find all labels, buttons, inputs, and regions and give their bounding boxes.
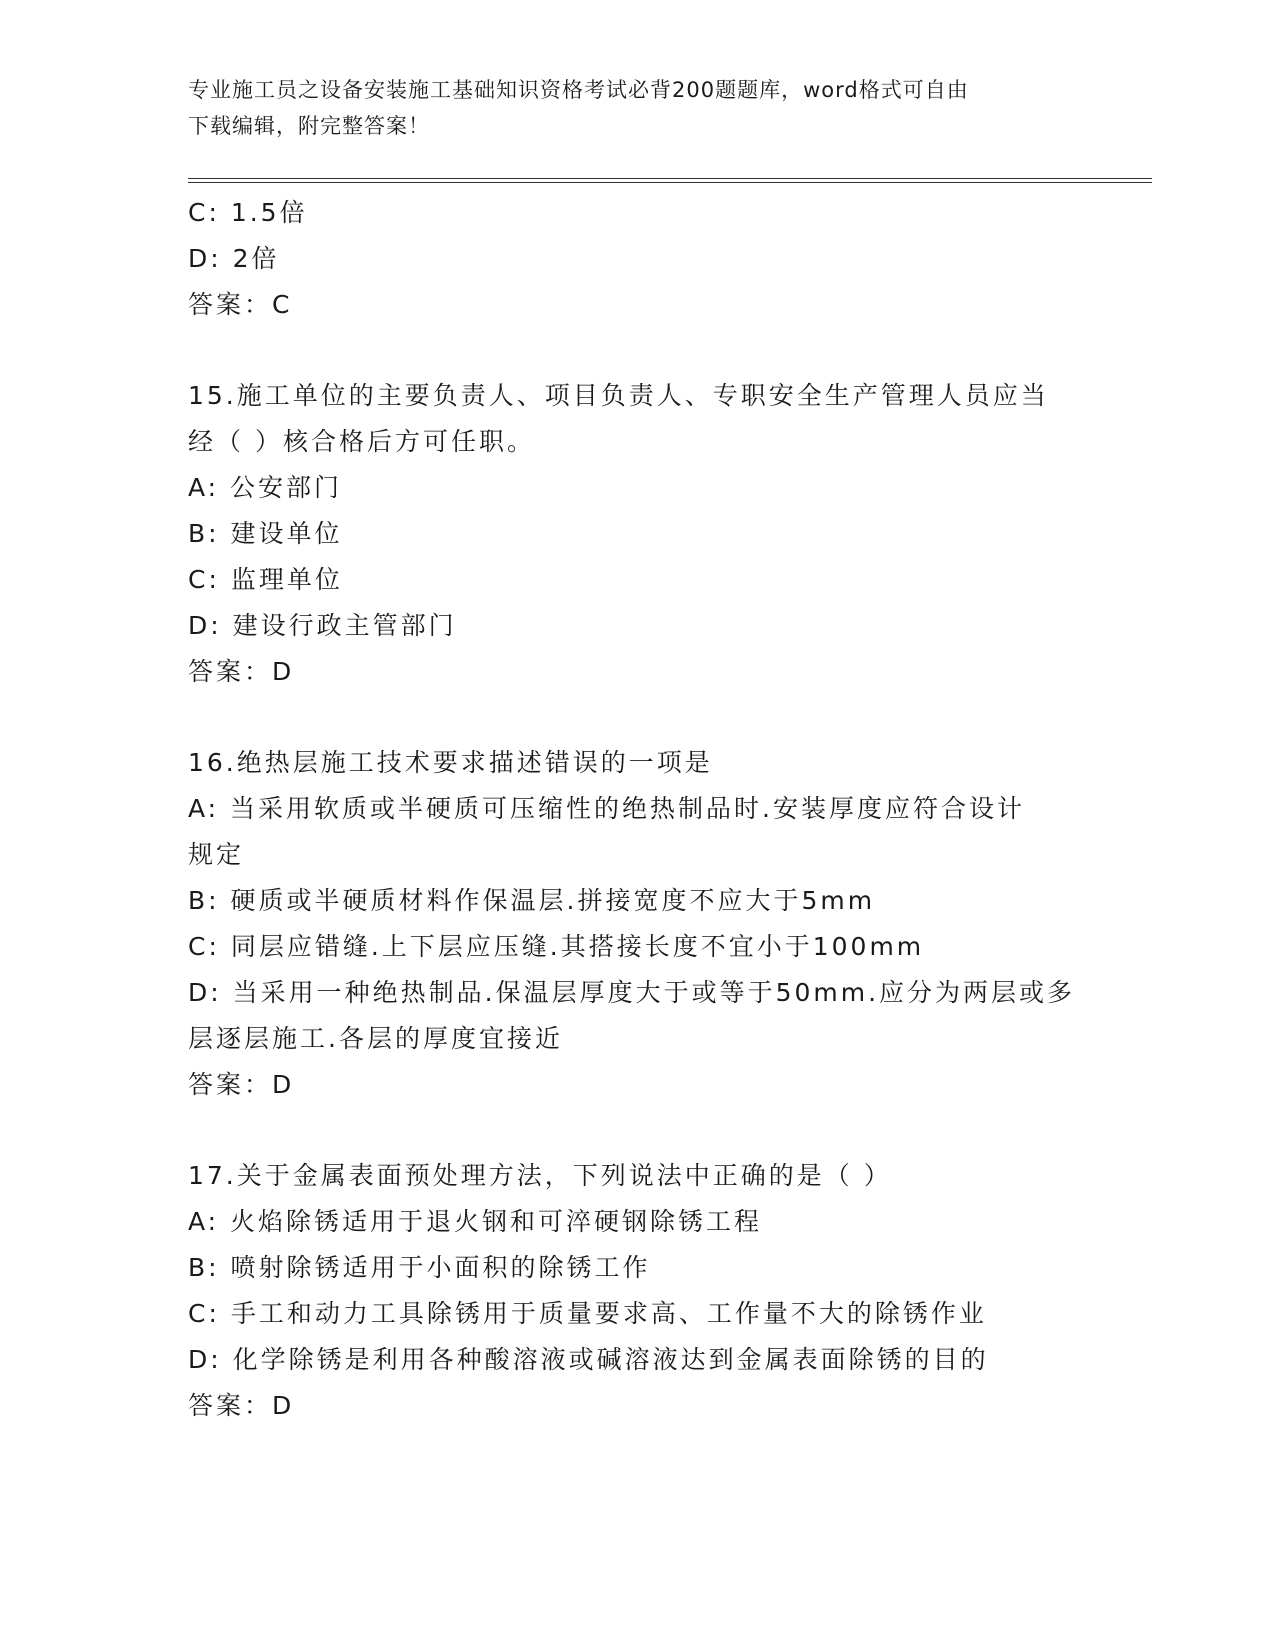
answer-line: 答案：C <box>188 290 293 319</box>
question-stem-continued: 经（ ）核合格后方可任职。 <box>188 427 535 456</box>
question-content <box>188 190 1088 1429</box>
header-divider-top <box>188 178 1152 179</box>
previous-question-tail <box>188 190 1088 328</box>
header-line-1: 专业施工员之设备安装施工基础知识资格考试必背200题题库，word格式可自由 <box>188 78 969 102</box>
question-stem: 15.施工单位的主要负责人、项目负责人、专职安全生产管理人员应当 <box>188 381 1049 410</box>
option-c: C: 手工和动力工具除锈用于质量要求高、工作量不大的除锈作业 <box>188 1299 987 1328</box>
answer-line: 答案：D <box>188 1070 295 1099</box>
option-d: D: 化学除锈是利用各种酸溶液或碱溶液达到金属表面除锈的目的 <box>188 1345 989 1374</box>
option-a: A: 当采用软质或半硬质可压缩性的绝热制品时.安装厚度应符合设计 <box>188 794 1025 823</box>
option-d: D: 建设行政主管部门 <box>188 611 457 640</box>
question-stem: 17.关于金属表面预处理方法，下列说法中正确的是（ ） <box>188 1161 892 1190</box>
question-15 <box>188 373 1088 695</box>
header-line-2: 下载编辑，附完整答案！ <box>188 114 430 138</box>
header-divider-bottom <box>188 182 1152 183</box>
option-c: C: 监理单位 <box>188 565 343 594</box>
option-b: B: 建设单位 <box>188 519 343 548</box>
option-a-continued: 规定 <box>188 840 245 869</box>
answer-line: 答案：D <box>188 657 295 686</box>
question-16 <box>188 740 1088 1108</box>
page-header <box>188 72 1068 144</box>
answer-line: 答案：D <box>188 1391 295 1420</box>
option-d: D: 2倍 <box>188 244 280 273</box>
option-c: C: 同层应错缝.上下层应压缝.其搭接长度不宜小于100mm <box>188 932 925 961</box>
option-a: A: 公安部门 <box>188 473 343 502</box>
option-b: B: 硬质或半硬质材料作保温层.拼接宽度不应大于5mm <box>188 886 876 915</box>
option-c: C: 1.5倍 <box>188 198 308 227</box>
option-d-continued: 层逐层施工.各层的厚度宜接近 <box>188 1024 563 1053</box>
question-17 <box>188 1153 1088 1429</box>
question-stem: 16.绝热层施工技术要求描述错误的一项是 <box>188 748 713 777</box>
option-a: A: 火焰除锈适用于退火钢和可淬硬钢除锈工程 <box>188 1207 763 1236</box>
option-d: D: 当采用一种绝热制品.保温层厚度大于或等于50mm.应分为两层或多 <box>188 978 1076 1007</box>
option-b: B: 喷射除锈适用于小面积的除锈工作 <box>188 1253 651 1282</box>
